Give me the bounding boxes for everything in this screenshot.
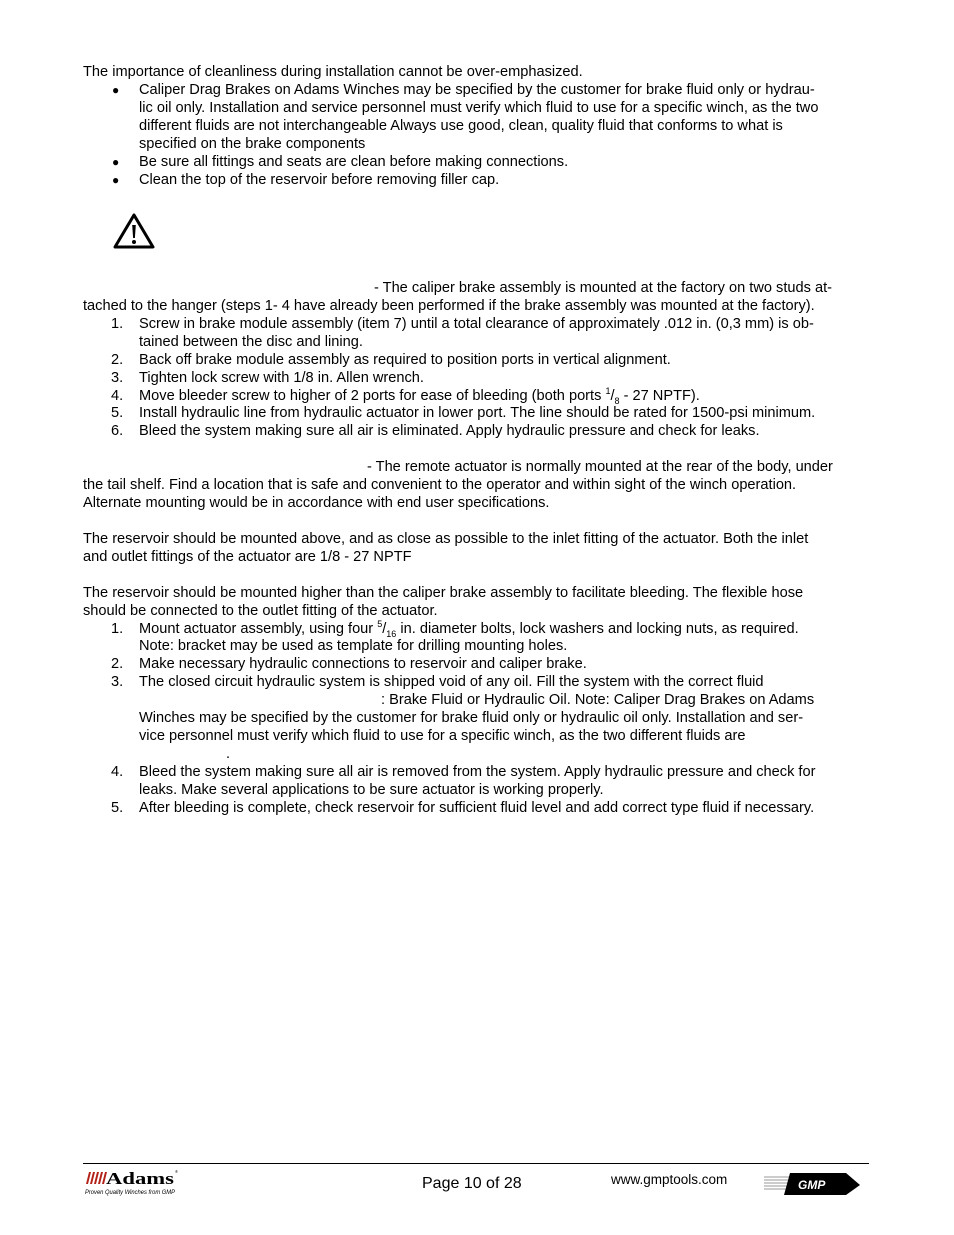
actuator-step-3-line: vice personnel must verify which fluid to use for a specific winch, as the two different fluids are	[139, 728, 746, 744]
actuator-step-4-line: Bleed the system making sure all air is removed from the system. Apply hydraulic pressure and check for	[139, 764, 816, 780]
step-number: 5.	[111, 800, 124, 816]
warning-triangle-icon	[112, 212, 156, 250]
step-number: 4.	[111, 764, 124, 780]
actuator-step-3-line: .	[226, 746, 231, 762]
step-number: 4.	[111, 388, 124, 404]
caliper-para-line: tached to the hanger (steps 1- 4 have already been performed if the brake assembly was mounted at the factory).	[83, 298, 815, 314]
bullet-3-line: Clean the top of the reservoir before removing filler cap.	[139, 172, 500, 188]
actuator-step-1-line: Mount actuator assembly, using four $^5/_{16}$ in. diameter bolts, lock washers and locking nuts, as required.	[139, 619, 799, 639]
page-number: Page 10 of 28	[422, 1175, 522, 1192]
caliper-step-4-line: Move bleeder screw to higher of 2 ports for ease of bleeding (both ports $^1/_8 - 27$ NPTF).	[139, 386, 700, 406]
adams-logo	[84, 1167, 184, 1197]
svg-text:®: ®	[838, 1191, 841, 1196]
bullet-dot: ●	[112, 173, 120, 187]
actuator-step-1-line: Note: bracket may be used as template for drilling mounting holes.	[139, 638, 568, 654]
svg-text:®: ®	[175, 1169, 178, 1174]
reservoir-para1-line: The reservoir should be mounted above, and as close as possible to the inlet fitting of the actuator. Both the inlet	[83, 531, 809, 547]
step-number: 3.	[111, 370, 124, 386]
caliper-para-line: - The caliper brake assembly is mounted at the factory on two studs at-	[374, 280, 833, 296]
caliper-step-1-line: Screw in brake module assembly (item 7) until a total clearance of approximately .012 in. (0,3 mm) is ob-	[139, 316, 814, 332]
reservoir-para2-line: The reservoir should be mounted higher than the caliper brake assembly to facilitate bleeding. The flexible hose	[83, 585, 804, 601]
reservoir-para1-line: and outlet fittings of the actuator are 1/8 - 27 NPTF	[83, 549, 412, 565]
caliper-step-2-line: Back off brake module assembly as required to position ports in vertical alignment.	[139, 352, 671, 368]
caliper-step-6-line: Bleed the system making sure all air is eliminated. Apply hydraulic pressure and check for leaks.	[139, 423, 760, 439]
step-number: 2.	[111, 352, 124, 368]
actuator-step-5-line: After bleeding is complete, check reservoir for sufficient fluid level and add correct type fluid if necessary.	[139, 800, 815, 816]
caliper-step-3-line: Tighten lock screw with 1/8 in. Allen wrench.	[139, 370, 424, 386]
gmp-logo	[762, 1168, 866, 1198]
actuator-step-2-line: Make necessary hydraulic connections to reservoir and caliper brake.	[139, 656, 587, 672]
step-number: 6.	[111, 423, 124, 439]
remote-para-line: the tail shelf. Find a location that is safe and convenient to the operator and within sight of the winch operation.	[83, 477, 797, 493]
svg-text:Adams: Adams	[106, 1169, 175, 1188]
footer-divider	[83, 1163, 869, 1164]
svg-text:Proven Quality Winches from GM: Proven Quality Winches from GMP	[85, 1189, 176, 1196]
actuator-step-3-line: The closed circuit hydraulic system is shipped void of any oil. Fill the system with the correct fluid	[139, 674, 764, 690]
website-link[interactable]: www.gmptools.com	[611, 1172, 728, 1187]
actuator-step-3-line: : Brake Fluid or Hydraulic Oil. Note: Caliper Drag Brakes on Adams	[381, 692, 815, 708]
bullet-1-line: lic oil only. Installation and service personnel must verify which fluid to use for a specific winch, as the two	[139, 100, 819, 116]
step-number: 3.	[111, 674, 124, 690]
step-number: 2.	[111, 656, 124, 672]
remote-para-line: - The remote actuator is normally mounted at the rear of the body, under	[367, 459, 833, 475]
bullet-dot: ●	[112, 83, 120, 97]
step-number: 1.	[111, 316, 124, 332]
actuator-step-4-line: leaks. Make several applications to be sure actuator is working properly.	[139, 782, 604, 798]
bullet-1-line: specified on the brake components	[139, 136, 366, 152]
actuator-step-3-line: Winches may be specified by the customer for brake fluid only or hydraulic oil only. Installation and ser-	[139, 710, 804, 726]
bullet-dot: ●	[112, 155, 120, 169]
bullet-1-line: Caliper Drag Brakes on Adams Winches may be specified by the customer for brake fluid only or hydrau-	[139, 82, 815, 98]
intro-text: The importance of cleanliness during installation cannot be over-emphasized.	[83, 64, 583, 80]
remote-para-line: Alternate mounting would be in accordance with end user specifications.	[83, 495, 550, 511]
reservoir-para2-line: should be connected to the outlet fitting of the actuator.	[83, 603, 438, 619]
caliper-step-5-line: Install hydraulic line from hydraulic actuator in lower port. The line should be rated for 1500-psi minimum.	[139, 405, 816, 421]
svg-text:GMP: GMP	[798, 1178, 826, 1192]
bullet-2-line: Be sure all fittings and seats are clean before making connections.	[139, 154, 569, 170]
step-number: 1.	[111, 621, 124, 637]
caliper-step-1-line: tained between the disc and lining.	[139, 334, 363, 350]
bullet-1-line: different fluids are not interchangeable Always use good, clean, quality fluid that conforms to what is	[139, 118, 783, 134]
step-number: 5.	[111, 405, 124, 421]
